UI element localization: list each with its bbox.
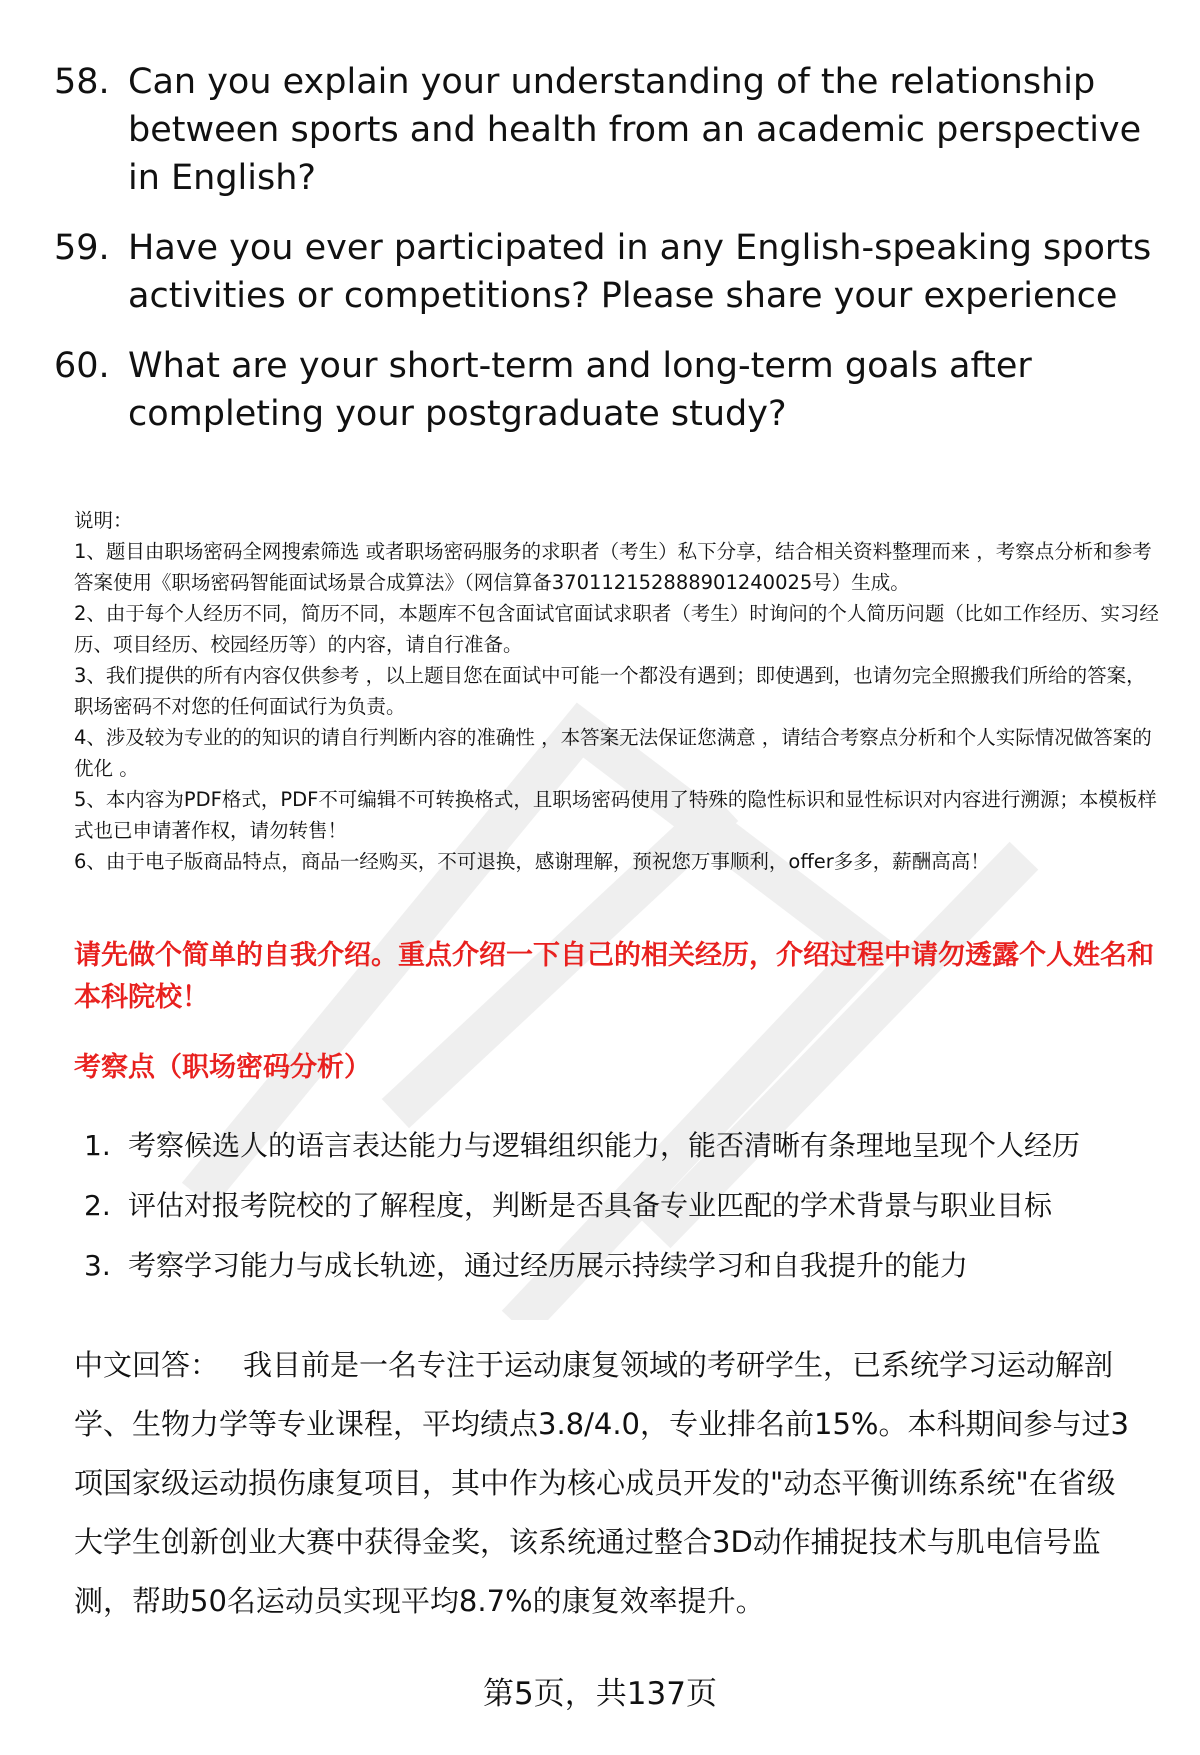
analysis-point (84, 1246, 1164, 1286)
point-text: 考察候选人的语言表达能力与逻辑组织能力，能否清晰有条理地呈现个人经历 (128, 1129, 1081, 1162)
note-item: 2、由于每个人经历不同，简历不同，本题库不包含面试官面试求职者（考生）时询问的个人简历问题（比如工作经历、实习经历、项目经历、校园经历等）的内容，请自行准备。 (74, 602, 1159, 656)
analysis-points (84, 1126, 1164, 1306)
page-footer: 第5页，共137页 (483, 1676, 717, 1712)
analysis-point (84, 1186, 1164, 1226)
question-number: 59. (54, 228, 110, 268)
intro-question: 请先做个简单的自我介绍。重点介绍一下自己的相关经历，介绍过程中请勿透露个人姓名和本科院校！ (74, 940, 1154, 1013)
question-item (54, 224, 1164, 320)
note-item: 4、涉及较为专业的的知识的请自行判断内容的准确性 ，本答案无法保证您满意 ，请结合考察点分析和个人实际情况做答案的优化 。 (74, 726, 1152, 780)
question-item (54, 58, 1164, 202)
note-item: 6、由于电子版商品特点，商品一经购买，不可退换，感谢理解，预祝您万事顺利，offer多多，薪酬高高！ (74, 850, 990, 873)
question-text: What are your short-term and long-term goals after completing your postgraduate study? (128, 346, 1032, 434)
note-item: 5、本内容为PDF格式，PDF不可编辑不可转换格式，且职场密码使用了特殊的隐性标识和显性标识对内容进行溯源；本模板样式也已申请著作权，请勿转售！ (74, 788, 1157, 842)
point-text: 评估对报考院校的了解程度，判断是否具备专业匹配的学术背景与职业目标 (128, 1189, 1053, 1222)
point-number: 1. (84, 1129, 111, 1162)
question-number: 60. (54, 346, 110, 386)
point-text: 考察学习能力与成长轨迹，通过经历展示持续学习和自我提升的能力 (128, 1249, 969, 1282)
notes-title: 说明： (74, 509, 133, 532)
question-text: Have you ever participated in any English-speaking sports activities or competitions? Please share your experience (128, 228, 1152, 316)
point-number: 3. (84, 1249, 111, 1282)
question-item (54, 342, 1164, 438)
note-item: 1、题目由职场密码全网搜索筛选 或者职场密码服务的求职者（考生）私下分享，结合相关资料整理而来 ，考察点分析和参考答案使用《职场密码智能面试场景合成算法》（网信算备370112152888901240025号）生成。 (74, 540, 1152, 594)
point-number: 2. (84, 1189, 111, 1222)
answer-label: 中文回答： (74, 1348, 220, 1382)
question-list (54, 58, 1164, 460)
analysis-title: 考察点（职场密码分析） (74, 1052, 371, 1083)
notes-section (74, 505, 1164, 877)
note-item: 3、我们提供的所有内容仅供参考 ，以上题目您在面试中可能一个都没有遇到；即使遇到，也请勿完全照搬我们所给的答案，职场密码不对您的任何面试行为负责。 (74, 664, 1146, 718)
analysis-point (84, 1126, 1164, 1166)
question-text: Can you explain your understanding of the relationship between sports and health from an academic perspective in English? (128, 62, 1142, 198)
question-number: 58. (54, 62, 110, 102)
answer-text: 我目前是一名专注于运动康复领域的考研学生，已系统学习运动解剖学、生物力学等专业课程，平均绩点3.8/4.0，专业排名前15%。本科期间参与过3项国家级运动损伤康复项目，其中作为核心成员开发的"动态平衡训练系统"在省级大学生创新创业大赛中获得金奖，该系统通过整合3D动作捕捉技术与肌电信号监测，帮助50名运动员实现平均8.7%的康复效率提升。 (74, 1348, 1129, 1618)
answer-paragraph (74, 1336, 1144, 1631)
